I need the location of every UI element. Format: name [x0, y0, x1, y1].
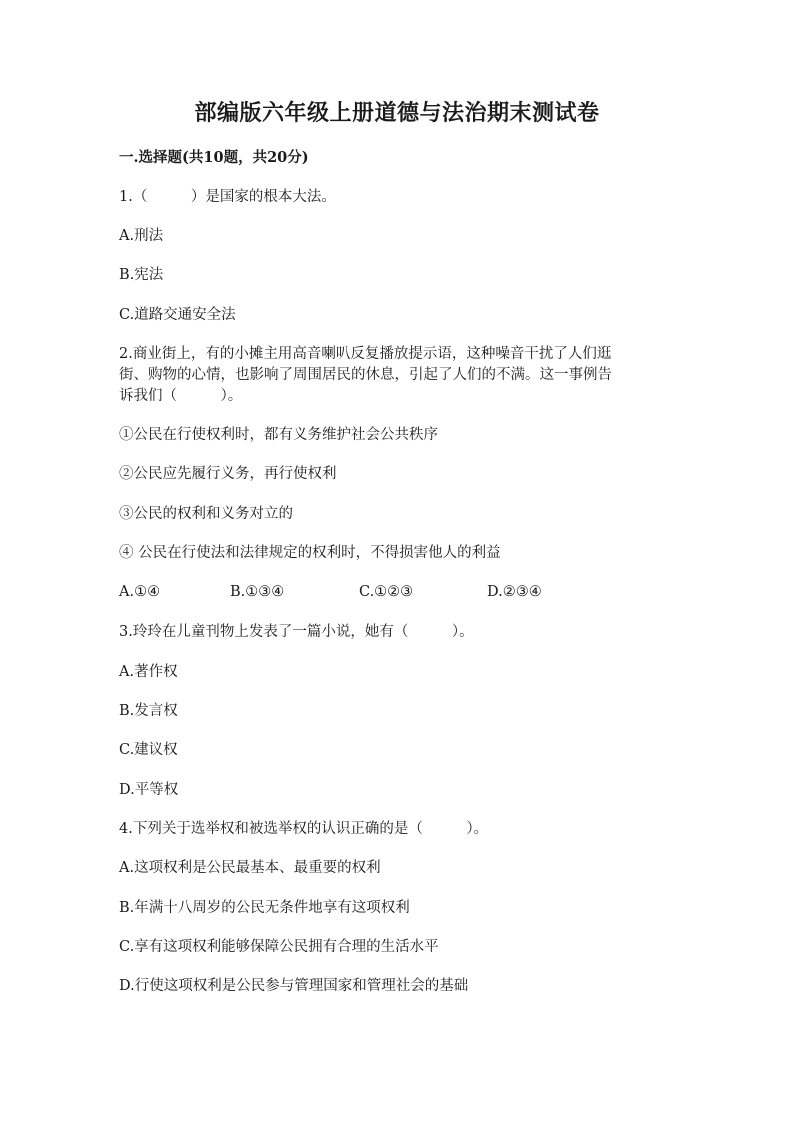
question-2-statement-1: ①公民在行使权利时，都有义务维护社会公共秩序: [119, 427, 438, 443]
question-2-stem-line-2: 街、购物的心情，也影响了周围居民的休息，引起了人们的不满。这一事例告: [119, 367, 612, 383]
question-3-option-a: A.著作权: [119, 664, 178, 680]
question-3-option-d: D.平等权: [119, 782, 179, 798]
question-1-option-c: C.道路交通安全法: [119, 307, 236, 323]
section-heading: 一.选择题(共10题，共20分): [119, 149, 309, 166]
question-2-option-d: D.②③④: [487, 584, 542, 600]
question-2-stem-line-3: 诉我们（ ）。: [119, 388, 243, 404]
question-4-option-a: A.这项权利是公民最基本、最重要的权利: [119, 860, 381, 876]
question-3-option-b: B.发言权: [119, 703, 178, 719]
question-2-option-a: A.①④: [119, 584, 161, 600]
question-2-stem-line-1: 2.商业街上，有的小摊主用高音喇叭反复播放提示语，这种噪音干扰了人们逛: [119, 346, 612, 362]
exam-title: 部编版六年级上册道德与法治期末测试卷: [194, 100, 600, 126]
question-2-option-c: C.①②③: [359, 584, 414, 600]
question-4-option-b: B.年满十八周岁的公民无条件地享有这项权利: [119, 900, 410, 916]
question-4-stem: 4.下列关于选举权和被选举权的认识正确的是（ ）。: [119, 821, 489, 837]
question-1-stem: 1.（ ）是国家的根本大法。: [119, 189, 336, 205]
question-1-option-a: A.刑法: [119, 228, 164, 244]
question-3-stem: 3.玲玲在儿童刊物上发表了一篇小说，她有（ ）。: [119, 624, 474, 640]
question-4-option-d: D.行使这项权利是公民参与管理国家和管理社会的基础: [119, 978, 469, 994]
question-2-statement-4: ④ 公民在行使法和法律规定的权利时，不得损害他人的利益: [119, 545, 501, 561]
question-4-option-c: C.享有这项权利能够保障公民拥有合理的生活水平: [119, 939, 439, 955]
question-3-option-c: C.建议权: [119, 742, 178, 758]
question-1-option-b: B.宪法: [119, 267, 164, 283]
question-2-options: [119, 584, 679, 603]
question-2-option-b: B.①③④: [230, 584, 285, 600]
question-2-statement-3: ③公民的权利和义务对立的: [119, 506, 293, 522]
question-2-statement-2: ②公民应先履行义务，再行使权利: [119, 466, 337, 482]
